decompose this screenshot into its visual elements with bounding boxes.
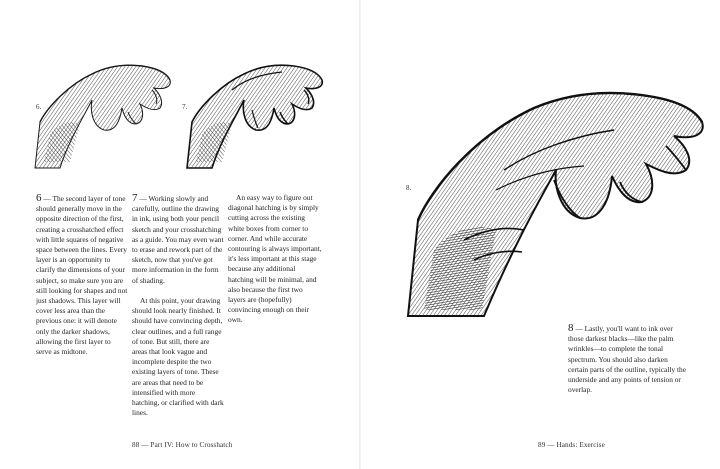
caption-step-8 [568,323,686,406]
hand-illustration-step-8 [404,80,710,330]
figure-number-7: 7. [182,103,188,111]
step-number-7: 7 [132,192,138,204]
right-page-folio: 89 — Hands: Exercise [538,441,605,449]
step-6-paragraph: — The second layer of tone should generally move in the opposite direction of the first, creating a crosshatched effect with little squares of negative space between the lines. Every layer is an opportunity to clarify the dimensions of your subject, so make sure you are still looking for shapes and not just shadows. This layer will cover less area than the previous one: it will denote only the darker shadows, allowing the first layer to serve as midtone. [36,194,128,357]
left-page [0,0,358,469]
step-number-6: 6 [36,192,42,204]
text-column-step-6 [36,193,128,367]
step-number-8: 8 [568,322,574,334]
figure-number-8: 8. [406,184,412,192]
step-8-paragraph: — Lastly, you'll want to ink over those darkest blacks—like the palm wrinkles—to complete the tonal spectrum. You should also darken certain parts of the outline, typically the underside and any points of tension or overlap. [568,324,687,395]
diagonal-hatching-paragraph: An easy way to figure out diagonal hatching is by simply cutting across the existing white boxes from corner to corner. And while accurate contouring is always important, it's less important at this stage because any additional hatching will be minimal, and also because the first two layers are (hopefully) convincing enough on their own. [228,193,322,325]
figure-number-6: 6. [36,103,42,111]
right-page [362,0,720,469]
hand-illustration-step-7 [182,50,327,180]
text-column-diagonal-hatching [228,193,322,336]
hand-illustration-step-6 [30,50,175,180]
text-column-step-7 [132,193,224,429]
step-7-paragraph-2: At this point, your drawing should look nearly finished. It should have convincing depth, clear outlines, and a full range of tone. But still, there are areas that look vague and incomplete despite the two existing layers of tone. These are areas that need to be intensified with more hatching, or clarified with dark lines. [132,296,224,418]
left-page-folio: 88 — Part IV: How to Crosshatch [132,441,233,449]
book-gutter [359,0,361,469]
step-7-paragraph-1: — Working slowly and carefully, outline the drawing in ink, using both your pencil sketch and your crosshatching as a guide. You may even want to erase and rework part of the sketch, now that you've got more information in the form of shading. [132,194,224,285]
